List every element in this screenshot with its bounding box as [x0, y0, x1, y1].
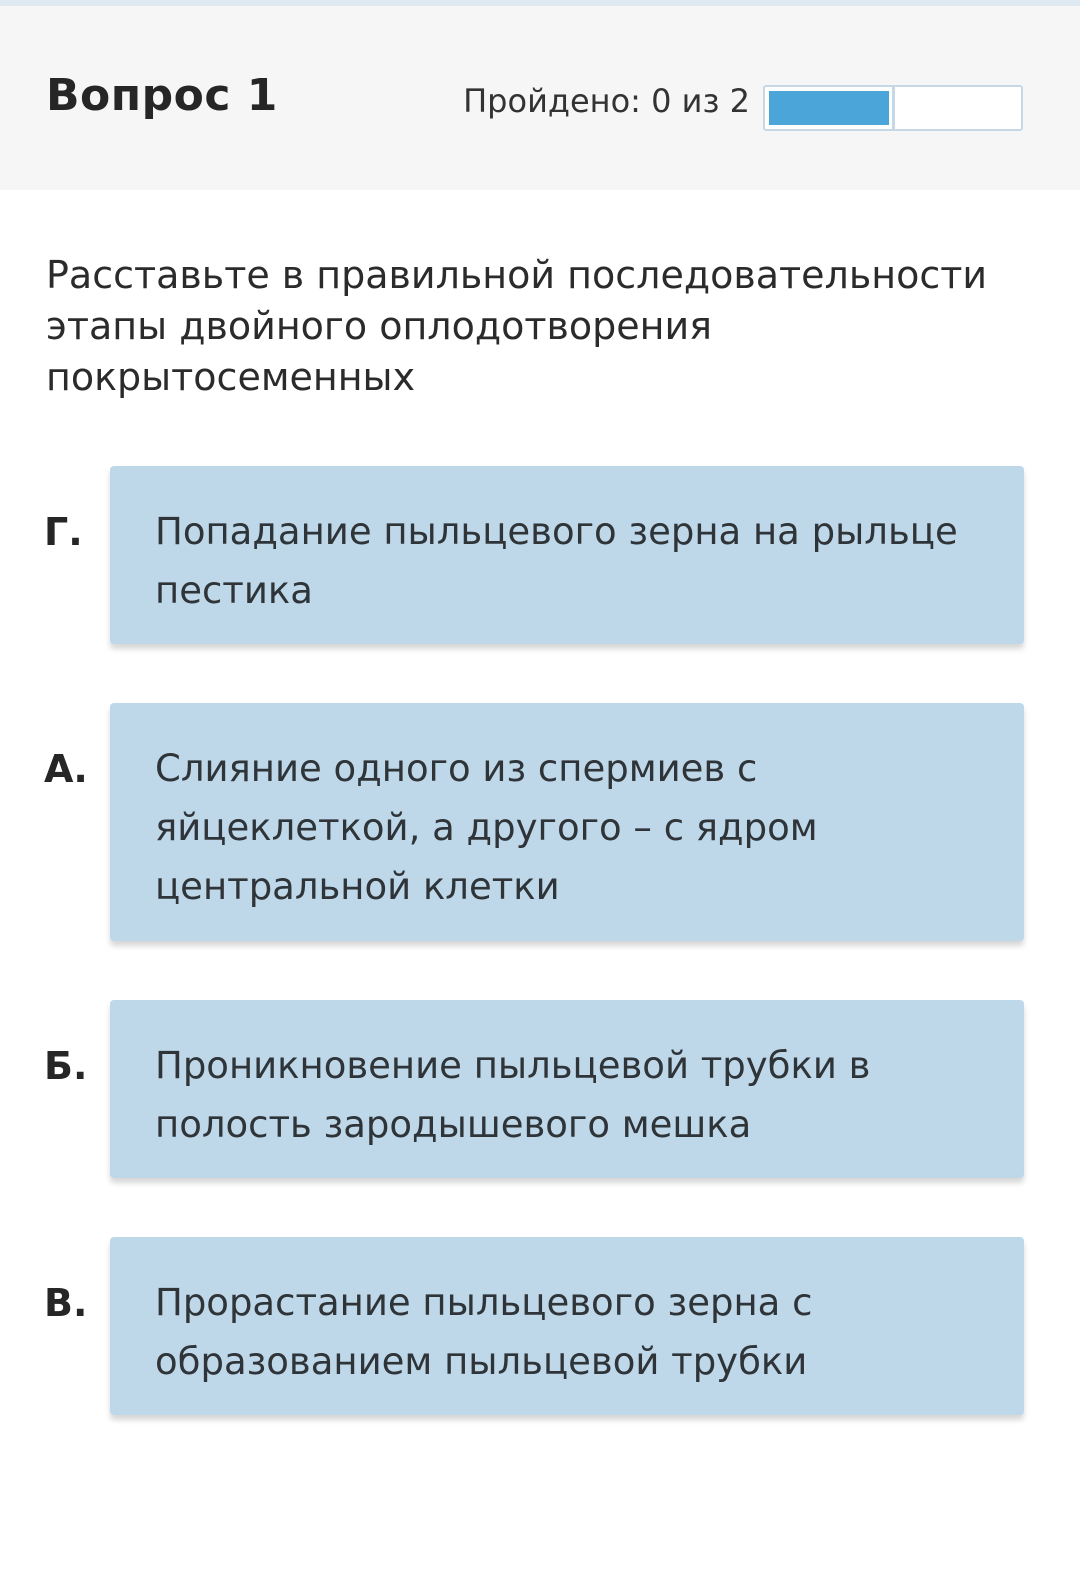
question-instruction: Расставьте в правильной последовательности этапы двойного оплодотворения покрытосеменных [46, 253, 988, 399]
question-header [0, 6, 1080, 190]
progress-fill [769, 91, 889, 125]
option-letter: А. [44, 747, 88, 791]
option-card[interactable]: Попадание пыльцевого зерна на рыльце пестика [110, 466, 1024, 644]
progress-divider [892, 87, 895, 129]
question-title: Вопрос 1 [46, 70, 278, 121]
option-card[interactable]: Прорастание пыльцевого зерна с образованием пыльцевой трубки [110, 1237, 1024, 1415]
option-letter: В. [44, 1281, 88, 1325]
progress-text: Пройдено: 0 из 2 [463, 82, 750, 120]
option-card[interactable]: Проникновение пыльцевой трубки в полость зародышевого мешка [110, 1000, 1024, 1178]
option-card[interactable]: Слияние одного из спермиев с яйцеклеткой, а другого – с ядром центральной клетки [110, 703, 1024, 941]
progress-bar [763, 85, 1023, 131]
option-letter: Б. [44, 1044, 88, 1088]
option-letter: Г. [44, 510, 83, 554]
